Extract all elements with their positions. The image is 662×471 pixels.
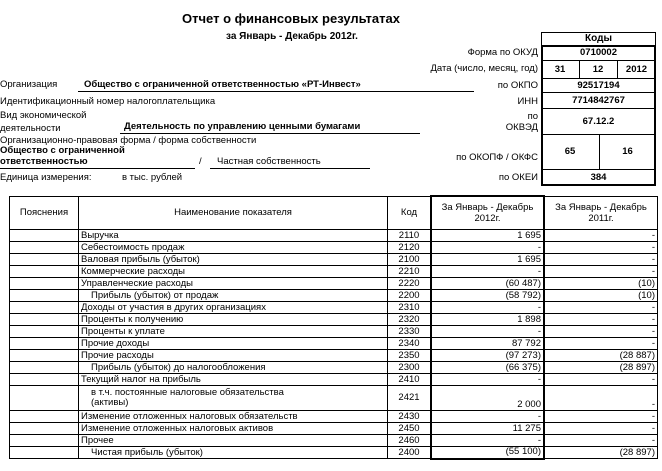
- date-month: 12: [592, 64, 604, 75]
- inn-value: 7714842767: [572, 95, 625, 106]
- row-current-value: -: [431, 302, 544, 314]
- inn-label: Идентификационный номер налогоплательщика: [0, 96, 216, 107]
- row-code: 2310: [388, 302, 432, 314]
- inn-code-label: ИНН: [517, 96, 538, 107]
- row-name: Прибыль (убыток) от продаж: [79, 290, 388, 302]
- row-notes: [10, 326, 79, 338]
- row-notes: [10, 423, 79, 435]
- row-code: 2320: [388, 314, 432, 326]
- table-row: [10, 290, 658, 302]
- okopf-value: 65: [564, 146, 576, 157]
- row-code: 2460: [388, 435, 432, 447]
- row-notes: [10, 447, 79, 459]
- row-previous-value: -: [544, 326, 658, 338]
- row-name: Прочее: [79, 435, 388, 447]
- row-previous-value: -: [544, 411, 658, 423]
- row-name: Прибыль (убыток) до налогообложения: [79, 362, 388, 374]
- ownership-value: Частная собственность: [217, 156, 321, 167]
- col-current-header: За Январь - Декабрь 2012г.: [431, 196, 544, 230]
- row-name: Проценты к получению: [79, 314, 388, 326]
- row-notes: [10, 266, 79, 278]
- table-row: [10, 230, 658, 242]
- table-row: [10, 423, 658, 435]
- row-previous-value: -: [544, 374, 658, 386]
- row-name: Изменение отложенных налоговых обязательств: [79, 411, 388, 423]
- row-name: Коммерческие расходы: [79, 266, 388, 278]
- row-current-value: 1 695: [431, 230, 544, 242]
- okopf-label: по ОКОПФ / ОКФС: [456, 152, 538, 163]
- report-title: Отчет о финансовых результатах: [182, 11, 400, 26]
- row-current-value: -: [431, 266, 544, 278]
- row-current-value: (55 100): [431, 447, 544, 459]
- row-notes: [10, 374, 79, 386]
- okpo-value: 92517194: [577, 80, 620, 91]
- row-previous-value: (28 887): [544, 350, 658, 362]
- table-row: [10, 411, 658, 423]
- table-row: [10, 254, 658, 266]
- row-previous-value: -: [544, 266, 658, 278]
- codes-header: Коды: [541, 32, 656, 46]
- row-notes: [10, 435, 79, 447]
- row-name: в т.ч. постоянные налоговые обязательства (активы): [79, 386, 388, 411]
- row-previous-value: -: [544, 254, 658, 266]
- row-current-value: -: [431, 435, 544, 447]
- unit-value: в тыс. рублей: [122, 172, 183, 183]
- row-current-value: 2 000: [431, 386, 544, 411]
- okei-value: 384: [590, 172, 607, 183]
- row-code: 2330: [388, 326, 432, 338]
- row-previous-value: -: [544, 435, 658, 447]
- table-row: [10, 326, 658, 338]
- row-previous-value: -: [544, 230, 658, 242]
- row-notes: [10, 386, 79, 411]
- row-code: 2220: [388, 278, 432, 290]
- row-notes: [10, 230, 79, 242]
- date-day: 31: [554, 64, 566, 75]
- row-current-value: -: [431, 411, 544, 423]
- okved-label-1: по: [527, 111, 538, 122]
- row-code: 2210: [388, 266, 432, 278]
- row-name: Себестоимость продаж: [79, 242, 388, 254]
- form-value-2: ответственностью: [0, 156, 88, 167]
- row-current-value: (58 792): [431, 290, 544, 302]
- row-previous-value: (28 897): [544, 447, 658, 459]
- row-previous-value: -: [544, 386, 658, 411]
- col-notes-header: Пояснения: [10, 196, 79, 230]
- row-current-value: 1 695: [431, 254, 544, 266]
- row-previous-value: -: [544, 314, 658, 326]
- table-row: [10, 386, 658, 411]
- row-name: Текущий налог на прибыль: [79, 374, 388, 386]
- row-current-value: (60 487): [431, 278, 544, 290]
- form-label: Организационно-правовая форма / форма собственности: [0, 135, 257, 146]
- row-notes: [10, 314, 79, 326]
- row-code: 2450: [388, 423, 432, 435]
- row-code: 2120: [388, 242, 432, 254]
- row-previous-value: -: [544, 302, 658, 314]
- okud-value: 0710002: [580, 47, 617, 58]
- col-code-header: Код: [388, 196, 432, 230]
- row-current-value: 1 898: [431, 314, 544, 326]
- table-row: [10, 302, 658, 314]
- row-name: Изменение отложенных налоговых активов: [79, 423, 388, 435]
- table-header-row: [10, 196, 658, 230]
- table-row: [10, 435, 658, 447]
- row-name: Прочие расходы: [79, 350, 388, 362]
- form-separator: /: [199, 156, 202, 167]
- activity-label-1: Вид экономической: [0, 110, 87, 121]
- okved-label-2: ОКВЭД: [505, 122, 538, 133]
- row-current-value: 87 792: [431, 338, 544, 350]
- activity-label-2: деятельности: [0, 123, 61, 134]
- okved-value: 67.12.2: [582, 116, 615, 127]
- row-code: 2430: [388, 411, 432, 423]
- row-notes: [10, 338, 79, 350]
- okud-label: Форма по ОКУД: [467, 47, 538, 58]
- row-previous-value: -: [544, 242, 658, 254]
- row-code: 2421: [388, 386, 432, 411]
- row-code: 2100: [388, 254, 432, 266]
- okfs-value: 16: [622, 146, 633, 157]
- row-name: Проценты к уплате: [79, 326, 388, 338]
- okpo-label: по ОКПО: [497, 80, 538, 91]
- row-code: 2200: [388, 290, 432, 302]
- org-value: Общество с ограниченной ответственностью «РТ-Инвест»: [84, 79, 361, 90]
- table-row: [10, 278, 658, 290]
- table-row: [10, 314, 658, 326]
- row-name: Доходы от участия в других организациях: [79, 302, 388, 314]
- row-name: Выручка: [79, 230, 388, 242]
- okei-label: по ОКЕИ: [498, 172, 538, 183]
- report-period: за Январь - Декабрь 2012г.: [226, 31, 358, 42]
- row-code: 2340: [388, 338, 432, 350]
- row-name: Управленческие расходы: [79, 278, 388, 290]
- org-label: Организация: [0, 79, 58, 90]
- row-current-value: -: [431, 374, 544, 386]
- financial-results-table: [9, 195, 658, 460]
- row-name: Прочие доходы: [79, 338, 388, 350]
- table-row: [10, 362, 658, 374]
- row-previous-value: -: [544, 423, 658, 435]
- table-row: [10, 242, 658, 254]
- row-notes: [10, 411, 79, 423]
- col-previous-header: За Январь - Декабрь 2011г.: [544, 196, 658, 230]
- row-notes: [10, 242, 79, 254]
- row-notes: [10, 254, 79, 266]
- table-row: [10, 338, 658, 350]
- form-value-1: Общество с ограниченной: [0, 145, 125, 156]
- table-row: [10, 374, 658, 386]
- row-previous-value: (10): [544, 290, 658, 302]
- table-row: [10, 350, 658, 362]
- row-name: Валовая прибыль (убыток): [79, 254, 388, 266]
- row-current-value: 11 275: [431, 423, 544, 435]
- date-label: Дата (число, месяц, год): [430, 63, 538, 74]
- row-code: 2300: [388, 362, 432, 374]
- activity-value: Деятельность по управлению ценными бумагами: [124, 121, 361, 132]
- row-code: 2350: [388, 350, 432, 362]
- row-previous-value: (10): [544, 278, 658, 290]
- col-name-header: Наименование показателя: [79, 196, 388, 230]
- unit-label: Единица измерения:: [0, 172, 92, 183]
- row-code: 2410: [388, 374, 432, 386]
- row-current-value: (66 375): [431, 362, 544, 374]
- date-year: 2012: [625, 64, 648, 75]
- row-name: Чистая прибыль (убыток): [79, 447, 388, 459]
- table-row: [10, 447, 658, 459]
- table-row: [10, 266, 658, 278]
- row-current-value: (97 273): [431, 350, 544, 362]
- row-previous-value: -: [544, 338, 658, 350]
- row-notes: [10, 290, 79, 302]
- row-current-value: -: [431, 326, 544, 338]
- row-previous-value: (28 897): [544, 362, 658, 374]
- row-notes: [10, 362, 79, 374]
- row-code: 2400: [388, 447, 432, 459]
- row-notes: [10, 278, 79, 290]
- row-current-value: -: [431, 242, 544, 254]
- row-notes: [10, 350, 79, 362]
- row-notes: [10, 302, 79, 314]
- row-code: 2110: [388, 230, 432, 242]
